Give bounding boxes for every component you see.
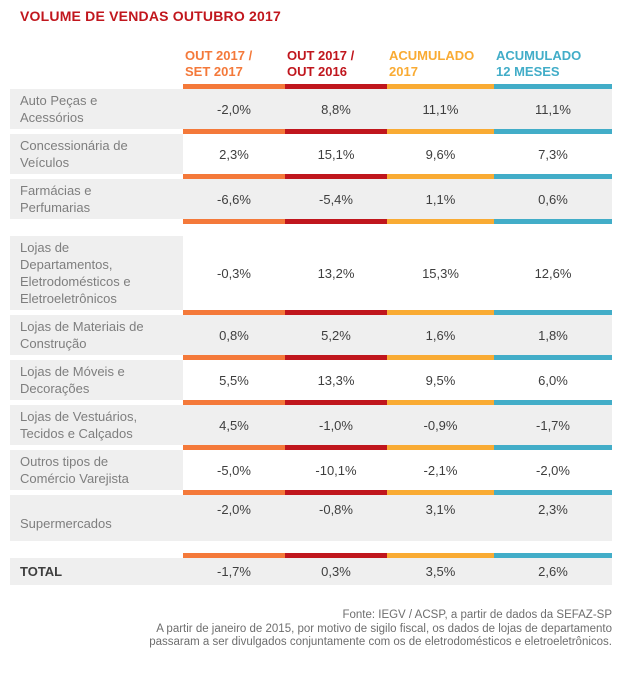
row-label: Lojas de Departamentos, Eletrodomésticos e Eletroeletrônicos	[10, 236, 183, 310]
report-page	[10, 8, 612, 650]
column-header-line: ACUMULADO	[496, 48, 582, 63]
row-label: Supermercados	[10, 495, 183, 541]
table-row	[10, 179, 612, 219]
column-header-3	[494, 48, 612, 84]
row-label: TOTAL	[10, 558, 183, 585]
separator-bar	[183, 219, 612, 224]
column-header-2	[387, 48, 494, 84]
value-cell: -1,7%	[494, 405, 612, 445]
value-cell: 3,1%	[387, 495, 494, 541]
value-cell: 9,6%	[387, 134, 494, 174]
column-header-line: OUT 2017 /	[287, 48, 355, 63]
value-cell: 11,1%	[494, 89, 612, 129]
column-header-line: 12 MESES	[496, 64, 560, 79]
row-label: Lojas de Materiais de Construção	[10, 315, 183, 355]
footer-note-line: passaram a ser divulgados conjuntamente com os de eletrodomésticos e eletroeletrônicos.	[149, 636, 612, 648]
column-header-1	[285, 48, 387, 84]
value-cell: 1,6%	[387, 315, 494, 355]
bar-segment-1	[285, 219, 387, 224]
row-gap	[10, 541, 612, 553]
value-cell: -1,7%	[183, 558, 285, 585]
value-cell: 13,2%	[285, 236, 387, 310]
value-cell: 2,3%	[494, 495, 612, 541]
table-row	[10, 315, 612, 355]
value-cell: 4,5%	[183, 405, 285, 445]
value-cell: 11,1%	[387, 89, 494, 129]
footer-source-line: Fonte: IEGV / ACSP, a partir de dados da SEFAZ-SP	[342, 609, 612, 621]
value-cell: -0,8%	[285, 495, 387, 541]
footer-note	[10, 609, 612, 650]
value-cell: -0,3%	[183, 236, 285, 310]
row-label: Lojas de Vestuários, Tecidos e Calçados	[10, 405, 183, 445]
value-cell: -10,1%	[285, 450, 387, 490]
page-title: VOLUME DE VENDAS OUTUBRO 2017	[20, 8, 281, 24]
row-gap	[10, 224, 612, 236]
row-label: Auto Peças e Acessórios	[10, 89, 183, 129]
value-cell: -1,0%	[285, 405, 387, 445]
value-cell: -2,1%	[387, 450, 494, 490]
table-row	[10, 236, 612, 310]
value-cell: 2,6%	[494, 558, 612, 585]
value-cell: 12,6%	[494, 236, 612, 310]
table-row	[10, 134, 612, 174]
column-header-0	[183, 48, 285, 84]
value-cell: 2,3%	[183, 134, 285, 174]
table-row	[10, 89, 612, 129]
value-cell: -2,0%	[494, 450, 612, 490]
value-cell: 7,3%	[494, 134, 612, 174]
bar-segment-2	[387, 219, 494, 224]
value-cell: 1,8%	[494, 315, 612, 355]
row-label: Concessionária de Veículos	[10, 134, 183, 174]
value-cell: 15,3%	[387, 236, 494, 310]
table-row	[10, 405, 612, 445]
value-cell: 6,0%	[494, 360, 612, 400]
value-cell: 13,3%	[285, 360, 387, 400]
row-label: Lojas de Móveis e Decorações	[10, 360, 183, 400]
sales-table	[10, 84, 612, 585]
table-row	[10, 360, 612, 400]
value-cell: 5,5%	[183, 360, 285, 400]
row-label: Farmácias e Perfumarias	[10, 179, 183, 219]
value-cell: -2,0%	[183, 89, 285, 129]
value-cell: 0,6%	[494, 179, 612, 219]
value-cell: -2,0%	[183, 495, 285, 541]
column-header-line: OUT 2016	[287, 64, 347, 79]
value-cell: -5,4%	[285, 179, 387, 219]
value-cell: 0,3%	[285, 558, 387, 585]
value-cell: 5,2%	[285, 315, 387, 355]
value-cell: -5,0%	[183, 450, 285, 490]
bar-segment-3	[494, 219, 612, 224]
value-cell: 0,8%	[183, 315, 285, 355]
table-row	[10, 450, 612, 490]
value-cell: -6,6%	[183, 179, 285, 219]
table-header	[10, 48, 612, 84]
value-cell: 1,1%	[387, 179, 494, 219]
bar-segment-0	[183, 219, 285, 224]
column-header-line: 2017	[389, 64, 418, 79]
table-row	[10, 495, 612, 541]
value-cell: 15,1%	[285, 134, 387, 174]
value-cell: 3,5%	[387, 558, 494, 585]
value-cell: -0,9%	[387, 405, 494, 445]
column-header-line: OUT 2017 /	[185, 48, 253, 63]
column-header-line: ACUMULADO	[389, 48, 475, 63]
value-cell: 8,8%	[285, 89, 387, 129]
value-cell: 9,5%	[387, 360, 494, 400]
total-row	[10, 558, 612, 585]
row-label: Outros tipos de Comércio Varejista	[10, 450, 183, 490]
footer-note-line: A partir de janeiro de 2015, por motivo de sigilo fiscal, os dados de lojas de departamento	[156, 622, 612, 635]
column-header-line: SET 2017	[185, 64, 243, 79]
